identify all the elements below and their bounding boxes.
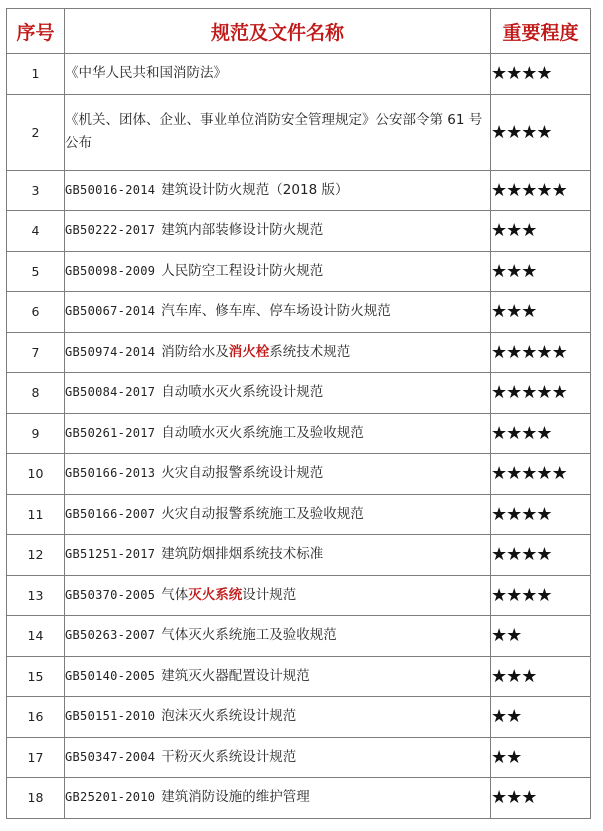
regulations-table — [6, 8, 591, 819]
star-icon: ★ — [491, 463, 507, 485]
table-row — [7, 697, 591, 738]
standard-code: GB51251-2017 — [65, 547, 156, 562]
row-regulation-name — [65, 656, 491, 697]
star-icon: ★ — [491, 746, 507, 768]
table-row — [7, 454, 591, 495]
regulation-title: 火灾自动报警系统设计规范 — [161, 465, 324, 482]
importance-rating — [491, 292, 591, 333]
star-icon: ★ — [506, 179, 522, 201]
star-icon: ★ — [491, 584, 507, 606]
importance-rating — [491, 413, 591, 454]
star-icon: ★ — [491, 220, 507, 242]
regulation-title: 建筑设计防火规范（2018 版） — [161, 181, 349, 198]
star-icon: ★ — [506, 260, 522, 282]
table-row — [7, 332, 591, 373]
regulation-title: 自动喷水灭火系统施工及验收规范 — [161, 424, 364, 441]
star-icon: ★ — [521, 503, 537, 525]
star-icon: ★ — [521, 179, 537, 201]
importance-rating — [491, 697, 591, 738]
star-icon: ★ — [536, 63, 552, 85]
regulation-title: 《机关、团体、企业、事业单位消防安全管理规定》公安部令第 61 号公布 — [65, 112, 483, 151]
importance-rating — [491, 170, 591, 211]
star-icon: ★ — [506, 503, 522, 525]
row-serial-number: 13 — [7, 575, 65, 616]
header-serial-number: 序号 — [7, 9, 65, 54]
star-icon: ★ — [521, 121, 537, 143]
star-icon: ★ — [491, 260, 507, 282]
importance-rating — [491, 94, 591, 170]
standard-code: GB50166-2013 — [65, 466, 156, 481]
header-importance: 重要程度 — [491, 9, 591, 54]
importance-rating — [491, 211, 591, 252]
star-icon: ★ — [551, 463, 567, 485]
row-serial-number: 9 — [7, 413, 65, 454]
standard-code: GB50263-2007 — [65, 628, 156, 643]
importance-rating — [491, 454, 591, 495]
star-icon: ★ — [506, 544, 522, 566]
row-serial-number: 15 — [7, 656, 65, 697]
standard-code: GB50261-2017 — [65, 425, 156, 440]
regulation-title: 建筑防烟排烟系统技术标准 — [161, 546, 324, 563]
row-regulation-name — [65, 251, 491, 292]
star-icon: ★ — [491, 382, 507, 404]
star-icon: ★ — [491, 179, 507, 201]
star-icon: ★ — [536, 544, 552, 566]
importance-rating — [491, 778, 591, 819]
star-icon: ★ — [506, 584, 522, 606]
regulation-title: 气体灭火系统施工及验收规范 — [161, 627, 337, 644]
star-icon: ★ — [491, 63, 507, 85]
row-regulation-name — [65, 94, 491, 170]
star-icon: ★ — [536, 382, 552, 404]
star-icon: ★ — [491, 301, 507, 323]
row-serial-number: 1 — [7, 54, 65, 95]
star-icon: ★ — [521, 63, 537, 85]
row-serial-number: 11 — [7, 494, 65, 535]
header-regulation-name: 规范及文件名称 — [65, 9, 491, 54]
standard-code: GB50222-2017 — [65, 223, 156, 238]
regulation-title: 消防给水及 — [161, 343, 229, 360]
importance-rating — [491, 332, 591, 373]
star-icon: ★ — [491, 341, 507, 363]
row-regulation-name — [65, 616, 491, 657]
table-body — [7, 54, 591, 819]
regulation-title: 泡沫灭火系统设计规范 — [161, 708, 297, 725]
importance-rating — [491, 616, 591, 657]
row-serial-number: 3 — [7, 170, 65, 211]
star-icon: ★ — [491, 625, 507, 647]
row-serial-number: 17 — [7, 737, 65, 778]
row-regulation-name — [65, 454, 491, 495]
standard-code: GB50098-2009 — [65, 263, 156, 278]
standard-code: GB50166-2007 — [65, 506, 156, 521]
regulation-title: 干粉灭火系统设计规范 — [161, 748, 297, 765]
importance-rating — [491, 373, 591, 414]
star-icon: ★ — [506, 63, 522, 85]
table-row — [7, 170, 591, 211]
star-icon: ★ — [521, 301, 537, 323]
standard-code: GB50016-2014 — [65, 182, 156, 197]
star-icon: ★ — [491, 503, 507, 525]
table-row — [7, 656, 591, 697]
star-icon: ★ — [491, 544, 507, 566]
star-icon: ★ — [521, 382, 537, 404]
star-icon: ★ — [536, 179, 552, 201]
row-regulation-name — [65, 373, 491, 414]
table-row — [7, 535, 591, 576]
row-serial-number: 14 — [7, 616, 65, 657]
star-icon: ★ — [551, 341, 567, 363]
star-icon: ★ — [506, 422, 522, 444]
standard-code: GB50084-2017 — [65, 385, 156, 400]
star-icon: ★ — [491, 422, 507, 444]
row-regulation-name — [65, 54, 491, 95]
standard-code: GB50370-2005 — [65, 587, 156, 602]
star-icon: ★ — [521, 584, 537, 606]
regulation-title: 建筑内部装修设计防火规范 — [161, 222, 324, 239]
standard-code: GB50067-2014 — [65, 304, 156, 319]
row-serial-number: 12 — [7, 535, 65, 576]
star-icon: ★ — [506, 787, 522, 809]
row-regulation-name — [65, 292, 491, 333]
importance-rating — [491, 54, 591, 95]
row-regulation-name — [65, 737, 491, 778]
star-icon: ★ — [551, 179, 567, 201]
star-icon: ★ — [506, 463, 522, 485]
regulation-title: 火灾自动报警系统施工及验收规范 — [161, 505, 364, 522]
row-regulation-name — [65, 535, 491, 576]
regulation-title: 建筑消防设施的维护管理 — [161, 789, 310, 806]
regulation-title: 建筑灭火器配置设计规范 — [161, 667, 310, 684]
star-icon: ★ — [521, 341, 537, 363]
star-icon: ★ — [521, 422, 537, 444]
row-regulation-name — [65, 575, 491, 616]
star-icon: ★ — [491, 787, 507, 809]
table-row — [7, 616, 591, 657]
star-icon: ★ — [506, 746, 522, 768]
table-row — [7, 211, 591, 252]
row-serial-number: 7 — [7, 332, 65, 373]
regulation-title-suffix: 设计规范 — [242, 586, 297, 603]
star-icon: ★ — [506, 625, 522, 647]
table-row — [7, 494, 591, 535]
star-icon: ★ — [521, 220, 537, 242]
row-serial-number: 2 — [7, 94, 65, 170]
importance-rating — [491, 494, 591, 535]
star-icon: ★ — [521, 544, 537, 566]
star-icon: ★ — [521, 260, 537, 282]
star-icon: ★ — [536, 503, 552, 525]
table-row — [7, 94, 591, 170]
row-regulation-name — [65, 170, 491, 211]
row-regulation-name — [65, 494, 491, 535]
regulation-title-suffix: 系统技术规范 — [269, 343, 351, 360]
standard-code: GB50140-2005 — [65, 668, 156, 683]
regulation-title: 人民防空工程设计防火规范 — [161, 262, 324, 279]
star-icon: ★ — [491, 706, 507, 728]
star-icon: ★ — [536, 121, 552, 143]
row-serial-number: 18 — [7, 778, 65, 819]
star-icon: ★ — [536, 422, 552, 444]
standard-code: GB50974-2014 — [65, 344, 156, 359]
star-icon: ★ — [551, 382, 567, 404]
star-icon: ★ — [536, 341, 552, 363]
table-row — [7, 778, 591, 819]
regulation-title: 气体 — [161, 586, 189, 603]
standard-code: GB50151-2010 — [65, 709, 156, 724]
row-regulation-name — [65, 211, 491, 252]
table-row — [7, 251, 591, 292]
table-row — [7, 292, 591, 333]
row-serial-number: 6 — [7, 292, 65, 333]
star-icon: ★ — [506, 121, 522, 143]
standard-code: GB25201-2010 — [65, 790, 156, 805]
star-icon: ★ — [506, 665, 522, 687]
table-row — [7, 54, 591, 95]
importance-rating — [491, 535, 591, 576]
row-serial-number: 5 — [7, 251, 65, 292]
importance-rating — [491, 251, 591, 292]
star-icon: ★ — [521, 463, 537, 485]
importance-rating — [491, 575, 591, 616]
star-icon: ★ — [506, 382, 522, 404]
table-row — [7, 413, 591, 454]
regulation-title: 自动喷水灭火系统设计规范 — [161, 384, 324, 401]
star-icon: ★ — [536, 584, 552, 606]
table-row — [7, 737, 591, 778]
table-row — [7, 575, 591, 616]
regulation-title: 《中华人民共和国消防法》 — [65, 65, 227, 82]
star-icon: ★ — [521, 665, 537, 687]
row-serial-number: 4 — [7, 211, 65, 252]
row-serial-number: 8 — [7, 373, 65, 414]
row-regulation-name — [65, 413, 491, 454]
star-icon: ★ — [491, 665, 507, 687]
table-row — [7, 373, 591, 414]
row-regulation-name — [65, 697, 491, 738]
standard-code: GB50347-2004 — [65, 749, 156, 764]
regulation-title: 汽车库、修车库、停车场设计防火规范 — [161, 303, 391, 320]
star-icon: ★ — [506, 220, 522, 242]
star-icon: ★ — [521, 787, 537, 809]
star-icon: ★ — [506, 301, 522, 323]
highlighted-term: 灭火系统 — [188, 586, 243, 603]
star-icon: ★ — [491, 121, 507, 143]
star-icon: ★ — [506, 341, 522, 363]
row-regulation-name — [65, 778, 491, 819]
star-icon: ★ — [506, 706, 522, 728]
table-header-row — [7, 9, 591, 54]
highlighted-term: 消火栓 — [228, 343, 270, 360]
importance-rating — [491, 737, 591, 778]
row-serial-number: 16 — [7, 697, 65, 738]
row-regulation-name — [65, 332, 491, 373]
star-icon: ★ — [536, 463, 552, 485]
importance-rating — [491, 656, 591, 697]
row-serial-number: 10 — [7, 454, 65, 495]
